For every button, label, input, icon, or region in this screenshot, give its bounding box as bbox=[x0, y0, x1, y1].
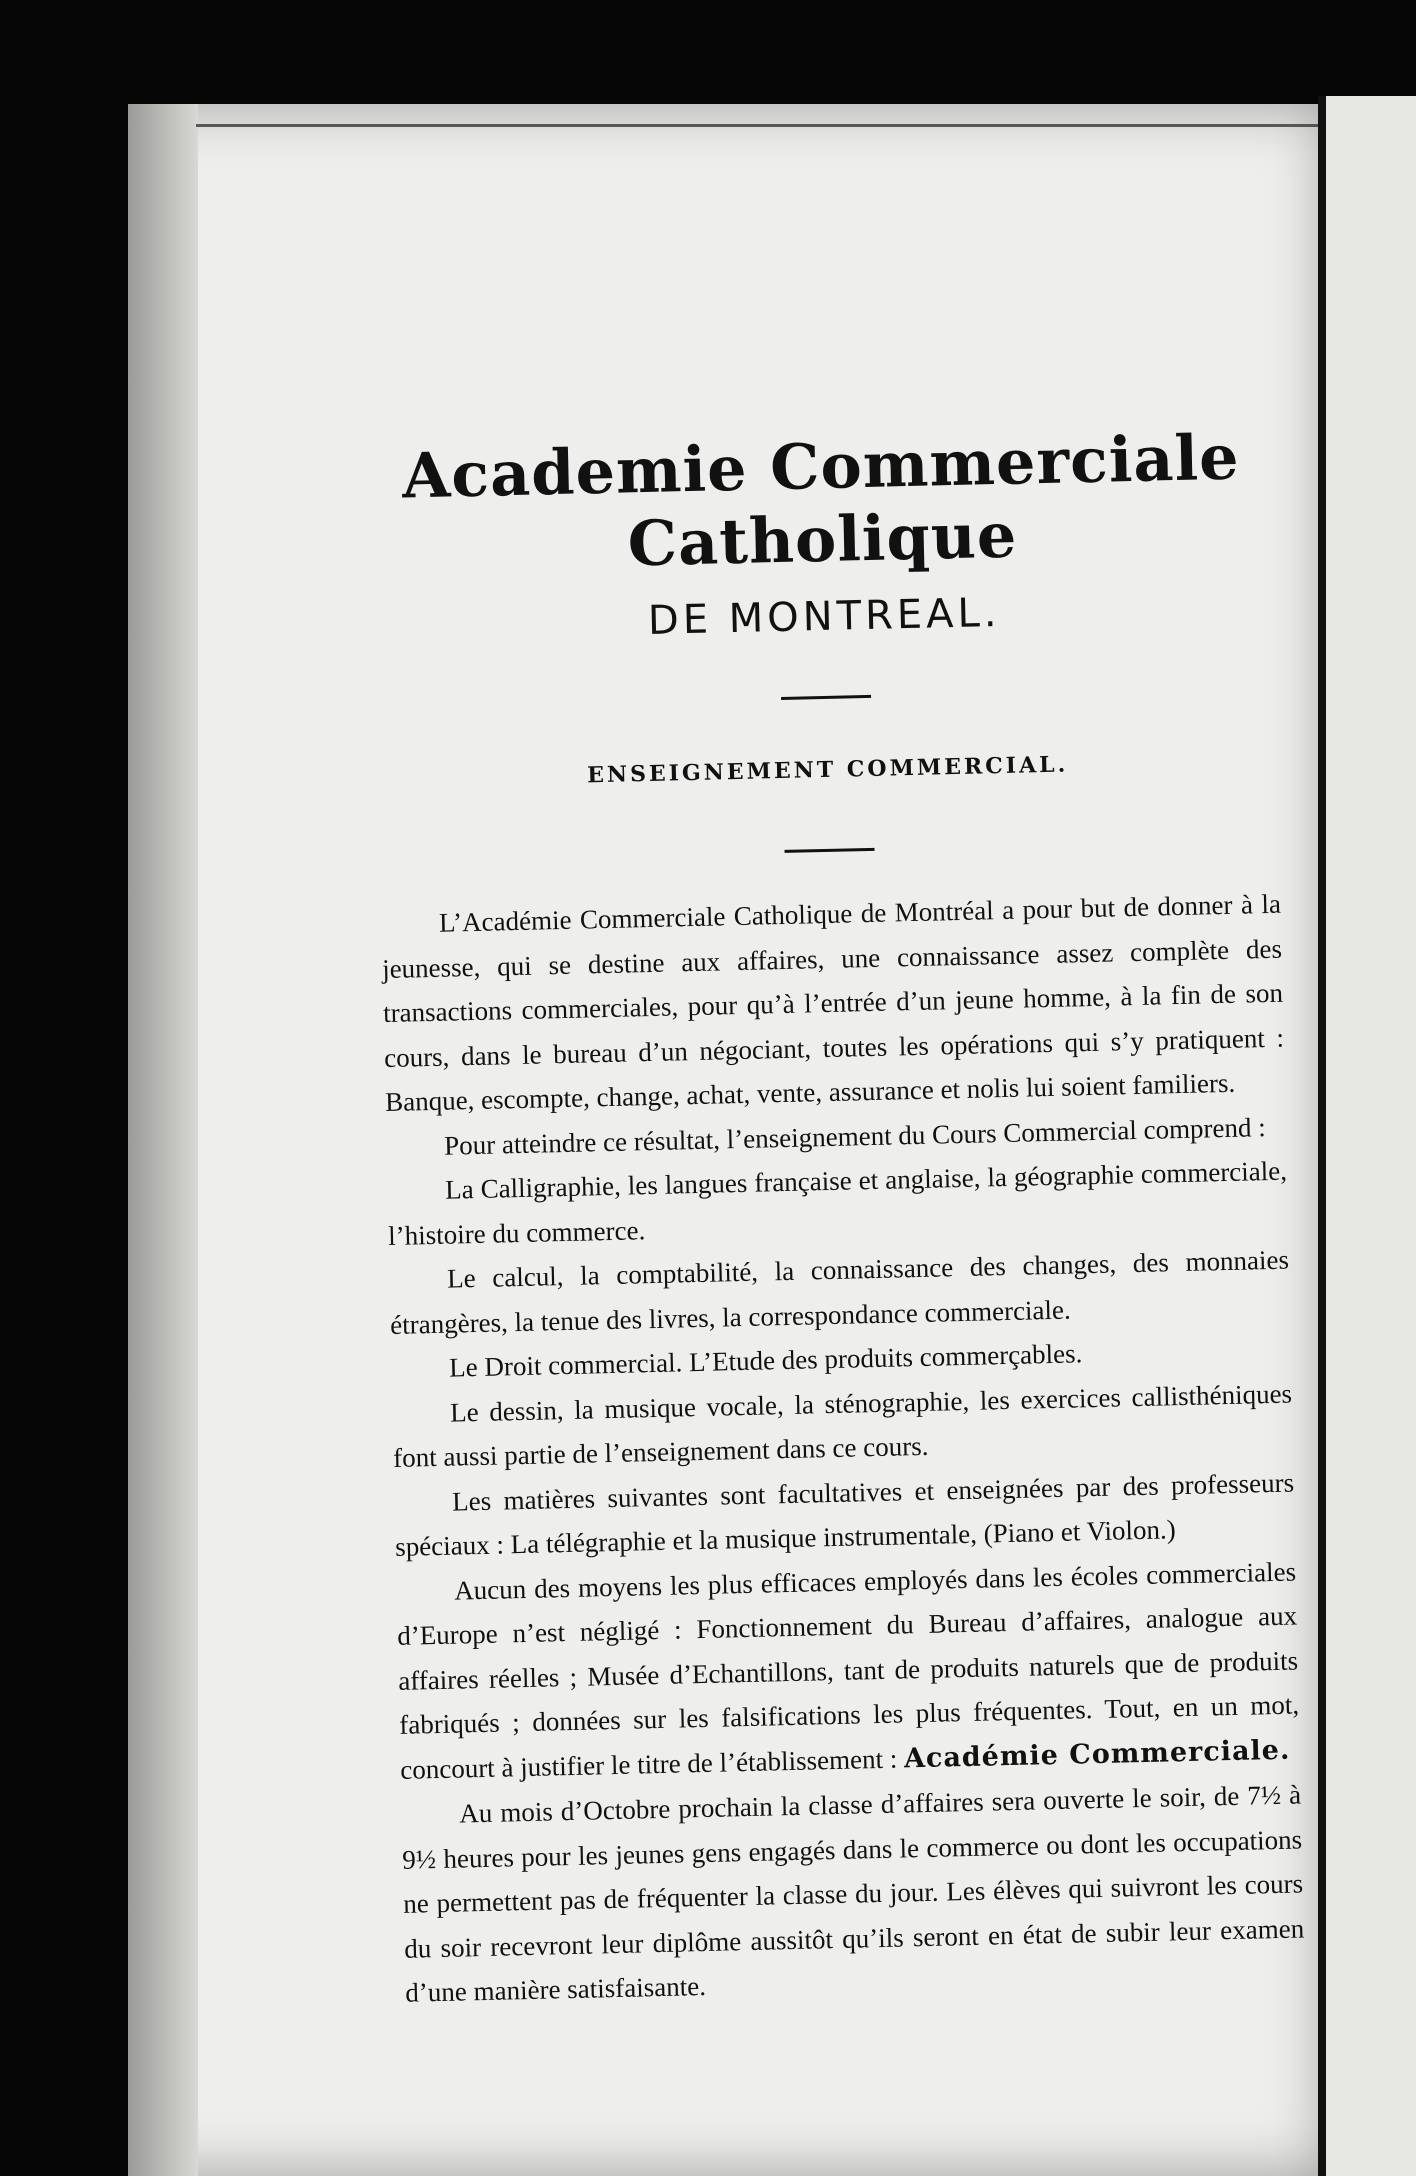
divider-rule bbox=[781, 695, 871, 700]
section-heading: ENSEIGNEMENT COMMERCIAL. bbox=[586, 751, 1069, 789]
paragraph: Au mois d’Octobre prochain la classe d’affaires sera ouverte le soir, de 7½ à 9½ heures pour les jeunes gens engagés dans le commerce ou dont les occupations ne permettent pas de fréquenter la classe du jour. Les élèves qui suivront les cours du soir recevront leur diplôme aussitôt qu’ils seront en état de subir leur examen d’une manière satisfaisante. bbox=[401, 1779, 1305, 2008]
paragraph: Le Droit commercial. L’Etude des produits commerçables. bbox=[448, 1338, 1083, 1383]
paragraph bbox=[396, 1549, 1301, 1793]
paragraph: La Calligraphie, les langues française et anglaise, la géographie commerciale, l’histoire du commerce. bbox=[387, 1155, 1288, 1251]
page-right-border bbox=[1318, 96, 1326, 2176]
paragraph: Le dessin, la musique vocale, la sténographie, les exercices callisthéniques font aussi partie de l’enseignement dans ce cours. bbox=[392, 1378, 1293, 1473]
paragraph: L’Académie Commerciale Catholique de Montréal a pour but de donner à la jeunesse, qui se destine aux affaires, une connaissance assez complète des transactions commerciales, pour qu’à l’entrée d’un jeune homme, à la fin de son cours, dans le bureau d’un négociant, toutes les opérations qui s’y pratiquent : Banque, escompte, change, achat, vente, assurance et nolis lui soient familiers. bbox=[381, 888, 1285, 1118]
next-page-strip bbox=[1326, 96, 1416, 2176]
institution-name-emphasis: Académie Commerciale. bbox=[903, 1734, 1291, 1774]
body-text bbox=[381, 882, 1306, 2016]
divider-rule bbox=[785, 848, 875, 853]
paragraph: Le calcul, la comptabilité, la connaissance des changes, des monnaies étrangères, la tenue des livres, la correspondance commerciale. bbox=[389, 1244, 1290, 1340]
paragraph: Les matières suivantes sont facultatives et enseignées par des professeurs spéciaux : La télégraphie et la musique instrumentale, (Piano et Violon.) bbox=[394, 1467, 1295, 1562]
paragraph-text: Aucun des moyens les plus efficaces employés dans les écoles commerciales d’Europe n’est négligé : Fonctionnement du Bureau d’affaires, analogue aux affaires réelles ; Musée d’Echantillons, tant de produits naturels que de produits fabriqués ; données sur les falsifications les plus fréquentes. Tout, en un mot, concourt à justifier le titre de l’établissement : bbox=[396, 1555, 1300, 1785]
document-title: Academie Commerciale Catholique bbox=[401, 420, 1241, 581]
page-binding-edge bbox=[128, 104, 198, 2176]
document-content bbox=[370, 420, 1306, 2016]
document-subtitle: DE MONTREAL. bbox=[647, 589, 1002, 644]
top-border-rule bbox=[196, 124, 1318, 127]
paragraph: Pour atteindre ce résultat, l’enseignement du Cours Commercial comprend : bbox=[443, 1111, 1267, 1161]
